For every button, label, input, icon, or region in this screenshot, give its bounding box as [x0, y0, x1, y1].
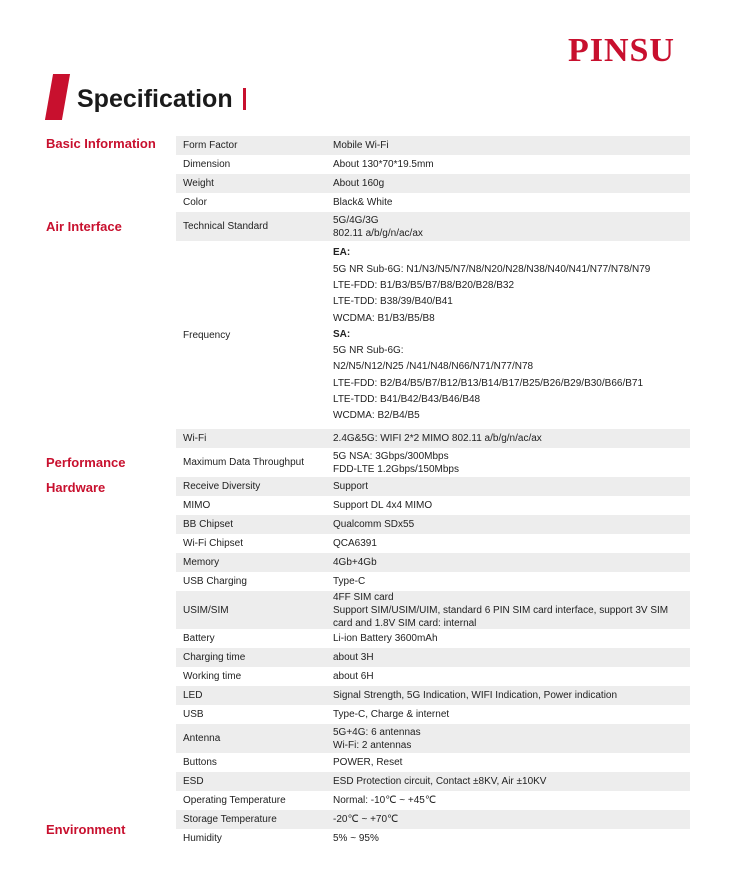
spec-value [333, 794, 690, 807]
spec-row [176, 648, 690, 667]
spec-label: Color [183, 197, 207, 208]
spec-value-line: FDD-LTE 1.2Gbps/150Mbps [333, 463, 459, 475]
spec-value-line: Support [333, 481, 369, 492]
title-tick-mark [243, 88, 246, 110]
spec-value-line: 4FF SIM card [333, 591, 394, 603]
spec-label: Maximum Data Throughput [183, 457, 304, 468]
section-air-interface: Air Interface [46, 219, 122, 234]
spec-value-line: SA: [333, 328, 351, 340]
spec-value [333, 499, 690, 512]
brand-logo: PINSU [567, 32, 675, 69]
spec-row [176, 772, 690, 791]
spec-value-line: Wi-Fi: 2 antennas [333, 739, 412, 751]
spec-label: Charging time [183, 652, 246, 663]
spec-label: Humidity [183, 833, 222, 844]
spec-value [333, 775, 690, 788]
spec-label: Battery [183, 633, 215, 644]
spec-row [176, 155, 690, 174]
spec-label: Working time [183, 671, 242, 682]
spec-value-line: ESD Protection circuit, Contact ±8KV, Air ±10KV [333, 776, 547, 787]
spec-label: Dimension [183, 159, 231, 170]
spec-label: Antenna [183, 733, 221, 744]
spec-value [333, 726, 690, 752]
spec-value-line: Black& White [333, 197, 393, 208]
spec-value-line: 4Gb+4Gb [333, 557, 377, 568]
spec-value-line: LTE-FDD: B1/B3/B5/B7/B8/B20/B28/B32 [333, 279, 515, 291]
spec-value [333, 177, 690, 190]
spec-value [333, 591, 690, 630]
spec-label: ESD [183, 776, 204, 787]
spec-label: USIM/SIM [183, 604, 229, 616]
spec-row [176, 667, 690, 686]
spec-label: Wi-Fi [183, 433, 207, 444]
spec-label: Storage Temperature [183, 814, 277, 825]
spec-row [176, 212, 690, 241]
spec-value-line: 5G NSA: 3Gbps/300Mbps [333, 450, 449, 462]
spec-value-line: About 130*70*19.5mm [333, 159, 434, 170]
spec-value-line: N2/N5/N12/N25 /N41/N48/N66/N71/N77/N78 [333, 361, 534, 373]
spec-value-line: LTE-FDD: B2/B4/B5/B7/B12/B13/B14/B17/B25/B26/B29/B30/B66/B71 [333, 377, 644, 389]
spec-row [176, 553, 690, 572]
spec-label: USB Charging [183, 576, 247, 587]
spec-value [333, 432, 690, 445]
spec-value-line: POWER, Reset [333, 757, 403, 768]
spec-value [333, 556, 690, 569]
spec-row [176, 174, 690, 193]
spec-row [176, 686, 690, 705]
spec-value-line: Mobile Wi-Fi [333, 140, 389, 151]
spec-value-line: 2.4G&5G: WIFI 2*2 MIMO 802.11 a/b/g/n/ac/ax [333, 433, 542, 444]
spec-label: LED [183, 690, 203, 701]
spec-row [176, 629, 690, 648]
spec-value-line: Support DL 4x4 MIMO [333, 500, 433, 511]
spec-value-line: QCA6391 [333, 538, 377, 549]
spec-row [176, 448, 690, 477]
spec-label: Memory [183, 557, 220, 568]
spec-value-line: EA: [333, 247, 351, 259]
spec-value [333, 689, 690, 702]
spec-value-line: WCDMA: B2/B4/B5 [333, 410, 420, 422]
spec-value [333, 756, 690, 769]
spec-value [333, 708, 690, 721]
spec-label: USB [183, 709, 204, 720]
section-hardware: Hardware [46, 480, 106, 495]
spec-value-line: Qualcomm SDx55 [333, 519, 415, 530]
spec-row [176, 429, 690, 448]
spec-label: Receive Diversity [183, 481, 261, 492]
spec-row [176, 572, 690, 591]
spec-value [333, 537, 690, 550]
spec-label: Weight [183, 178, 214, 189]
page-title: Specification [77, 85, 233, 113]
spec-value-line: -20℃ ~ +70℃ [333, 814, 399, 825]
spec-label: Frequency [183, 329, 231, 341]
spec-row [176, 515, 690, 534]
spec-row [176, 241, 690, 429]
spec-label: Wi-Fi Chipset [183, 538, 244, 549]
spec-value [333, 245, 690, 424]
spec-value-line: Signal Strength, 5G Indication, WIFI Indication, Power indication [333, 690, 618, 701]
spec-value-line: 802.11 a/b/g/n/ac/ax [333, 227, 423, 239]
spec-label: Operating Temperature [183, 795, 286, 806]
section-environment: Environment [46, 822, 126, 837]
spec-value [333, 139, 690, 152]
spec-row [176, 496, 690, 515]
spec-row [176, 724, 690, 753]
spec-value-line: Support SIM/USIM/UIM, standard 6 PIN SIM card interface, support 3V SIM card and 1.8V SIM card: internal [333, 604, 669, 629]
spec-row [176, 705, 690, 724]
section-basic-information: Basic Information [46, 136, 156, 151]
spec-row [176, 810, 690, 829]
spec-value [333, 214, 690, 240]
spec-row [176, 534, 690, 553]
spec-value [333, 450, 690, 476]
spec-value-line: 5G NR Sub-6G: [333, 345, 404, 357]
spec-label: Technical Standard [183, 221, 269, 232]
spec-value-line: Type-C, Charge & internet [333, 709, 450, 720]
spec-label: Buttons [183, 757, 217, 768]
spec-row [176, 791, 690, 810]
spec-value-line: About 160g [333, 178, 385, 189]
spec-row [176, 591, 690, 629]
spec-value [333, 632, 690, 645]
spec-row [176, 829, 690, 848]
spec-value-line: about 3H [333, 652, 374, 663]
spec-value [333, 480, 690, 493]
title-accent-bar [45, 74, 70, 120]
spec-table [176, 136, 690, 848]
section-performance: Performance [46, 455, 126, 470]
spec-value [333, 813, 690, 826]
spec-value [333, 575, 690, 588]
spec-value [333, 518, 690, 531]
spec-value-line: 5% ~ 95% [333, 833, 379, 844]
spec-value [333, 832, 690, 845]
spec-value-line: LTE-TDD: B38/39/B40/B41 [333, 296, 453, 308]
spec-label: MIMO [183, 500, 211, 511]
spec-value [333, 196, 690, 209]
spec-label: BB Chipset [183, 519, 234, 530]
spec-label: Form Factor [183, 140, 238, 151]
spec-row [176, 477, 690, 496]
spec-value-line: 5G/4G/3G [333, 214, 379, 226]
spec-value-line: 5G NR Sub-6G: N1/N3/N5/N7/N8/N20/N28/N38/N40/N41/N77/N78/N79 [333, 263, 651, 275]
spec-value-line: WCDMA: B1/B3/B5/B8 [333, 312, 435, 324]
spec-value [333, 651, 690, 664]
spec-value-line: Type-C [333, 576, 366, 587]
spec-value-line: about 6H [333, 671, 374, 682]
spec-value [333, 158, 690, 171]
spec-value-line: LTE-TDD: B41/B42/B43/B46/B48 [333, 394, 481, 406]
spec-value-line: Li-ion Battery 3600mAh [333, 633, 438, 644]
spec-row [176, 136, 690, 155]
spec-value [333, 670, 690, 683]
spec-value-line: 5G+4G: 6 antennas [333, 726, 421, 738]
page-title-block [45, 74, 305, 124]
spec-row [176, 193, 690, 212]
spec-value-line: Normal: -10℃ ~ +45℃ [333, 795, 437, 806]
spec-row [176, 753, 690, 772]
